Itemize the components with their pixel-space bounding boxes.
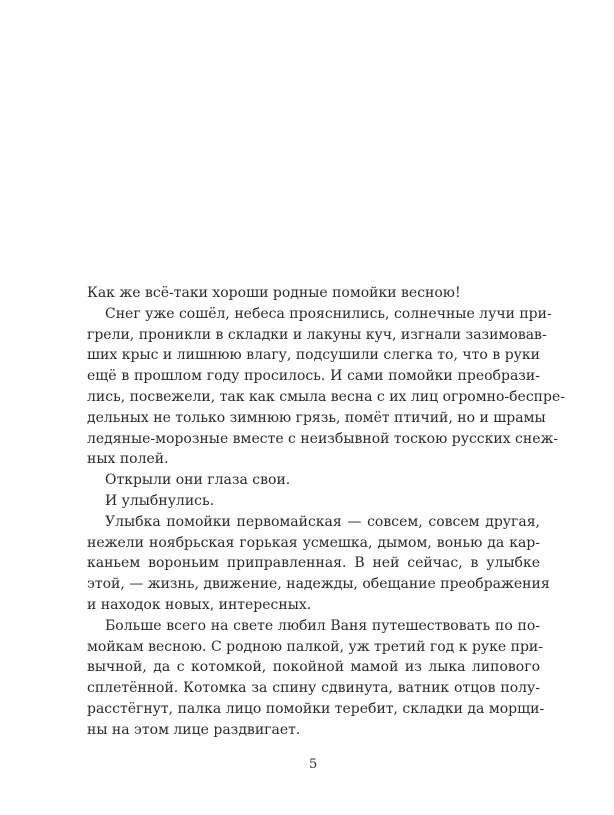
text-line: ещё в прошлом году просилось. И сами помойки преобрази- <box>87 368 540 385</box>
text-line: ны на этом лице раздвигает. <box>87 721 301 738</box>
paragraph <box>87 470 540 491</box>
text-line: ных полей. <box>87 451 169 468</box>
text-line: каньем вороньим приправленная. В ней сейчас, в улыбке <box>87 555 540 572</box>
text-line: лись, посвежели, так как смыла весна с их лиц огромно-беспре- <box>87 388 565 405</box>
text-line: Открыли они глаза свои. <box>105 472 291 489</box>
text-line: Как же всё-таки хороши родные помойки весною! <box>87 285 461 301</box>
text-line: и находок новых, интересных. <box>87 596 312 613</box>
text-line: вычной, да с котомкой, покойной мамой из лыка липового <box>87 659 540 676</box>
paragraph <box>87 283 540 304</box>
body-text <box>87 283 565 741</box>
paragraph <box>87 491 540 512</box>
text-line: Улыбка помойки первомайская — совсем, совсем другая, <box>105 513 540 530</box>
text-line: нежели ноябрьская горькая усмешка, дымом, вонью да кар- <box>87 534 540 551</box>
paragraph <box>87 616 545 741</box>
text-line: И улыбнулись. <box>105 492 215 509</box>
text-line: ших крыс и лишнюю влагу, подсушили слегка то, что в руки <box>87 347 540 364</box>
text-line: сплетённой. Котомка за спину сдвинута, ватник отцов полу- <box>87 680 540 697</box>
text-line: дельных не только зимнюю грязь, помёт птичий, но и шрамы <box>87 409 546 426</box>
page-number: 5 <box>309 757 318 772</box>
text-line: этой, — жизнь, движение, надежды, обещание преображения <box>87 576 550 593</box>
text-line: расстёгнут, палка лицо помойки теребит, складки да морщи- <box>87 700 545 717</box>
paragraph <box>87 304 565 470</box>
text-line: Больше всего на свете любил Ваня путешествовать по по- <box>105 617 540 634</box>
text-line: мойкам весною. С родною палкой, уж третий год к руке при- <box>87 638 543 655</box>
text-line: Снег уже сошёл, небеса прояснились, солнечные лучи при- <box>105 305 552 322</box>
text-line: грели, проникли в складки и лакуны куч, изгнали зазимовав- <box>87 326 547 343</box>
text-line: ледяные-морозные вместе с неизбывной тоскою русских снеж- <box>87 430 559 447</box>
paragraph <box>87 512 550 616</box>
